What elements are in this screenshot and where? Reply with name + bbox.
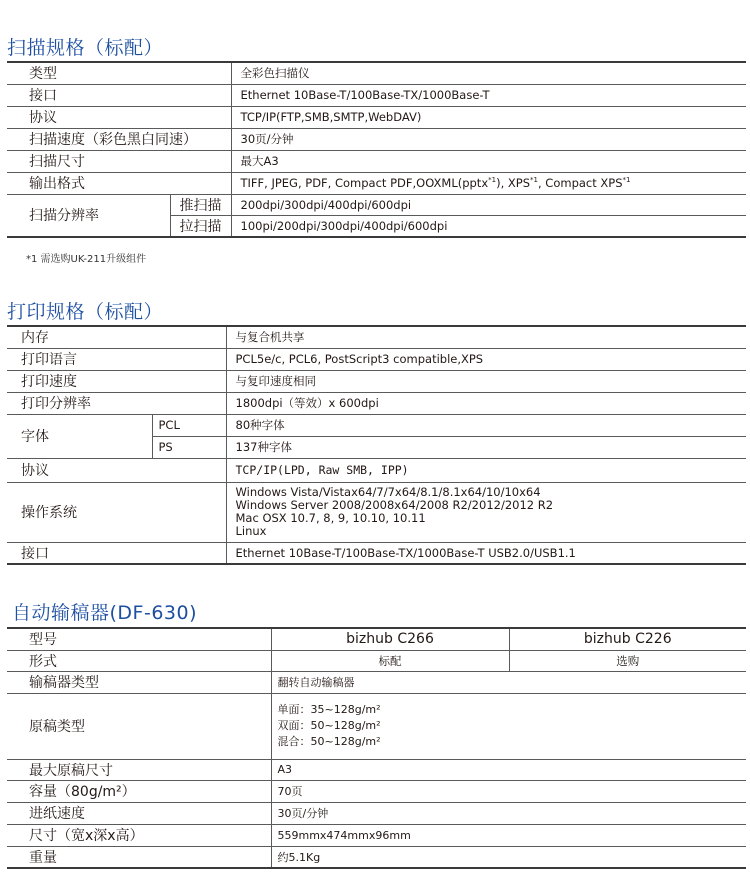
table-row — [7, 671, 746, 693]
table-row — [7, 194, 746, 215]
table-row — [7, 759, 746, 780]
df-section-title: 自动输稿器(DF-630) — [12, 602, 198, 624]
row-label: 协议 — [7, 106, 231, 128]
scan-footnote: *1 需选购UK-211升级组件 — [26, 254, 147, 265]
original-line: 混合：50~128g/m² — [277, 735, 381, 748]
row-value: 约5.1Kg — [271, 846, 746, 868]
row-value: PCL5e/c, PCL6, PostScript3 compatible,XPS — [226, 348, 746, 370]
table-row — [7, 458, 746, 482]
row-value: 与复印速度相同 — [226, 370, 746, 392]
table-row — [7, 150, 746, 172]
row-label: 最大原稿尺寸 — [7, 759, 271, 780]
row-value: Ethernet 10Base-T/100Base-TX/1000Base-T — [231, 84, 746, 106]
row-label: 型号 — [29, 632, 57, 649]
row-label: 内存 — [21, 330, 49, 347]
row-label: 接口 — [7, 542, 226, 564]
row-value: 全彩色扫描仪 — [231, 62, 746, 84]
row-label: 进纸速度 — [7, 802, 271, 824]
row-label: 扫描分辨率 — [7, 194, 170, 237]
table-row — [7, 780, 746, 802]
row-label: 打印速度 — [7, 370, 226, 392]
model-c226: bizhub C226 — [509, 628, 746, 650]
pcl-value: 80种字体 — [226, 414, 746, 436]
row-value: 与复合机共享 — [226, 326, 746, 348]
row-value: 1800dpi（等效）x 600dpi — [226, 392, 746, 414]
row-label: 形式 — [7, 650, 271, 671]
row-label: 类型 — [29, 66, 57, 83]
row-label: 重量 — [7, 846, 271, 868]
table-row — [7, 542, 746, 564]
table-row — [7, 106, 746, 128]
table-row — [7, 824, 746, 846]
row-label: 扫描速度（彩色黑白同速） — [7, 128, 231, 150]
row-value: 559mmx474mmx96mm — [271, 824, 746, 846]
table-row — [7, 392, 746, 414]
os-line: Windows Vista/Vistax64/7/7x64/8.1/8.1x64/10/10x64 — [235, 485, 541, 499]
print-spec-table — [7, 325, 746, 565]
original-type-list — [271, 693, 746, 759]
ps-value: 137种字体 — [226, 436, 746, 458]
table-row — [7, 650, 746, 671]
table-row — [7, 846, 746, 868]
row-label: 协议 — [7, 458, 226, 482]
row-value: 70页 — [271, 780, 746, 802]
row-value: 30页/分钟 — [271, 802, 746, 824]
original-line: 单面：35~128g/m² — [277, 703, 381, 716]
form-c266: 标配 — [271, 650, 509, 671]
row-label: 字体 — [7, 414, 152, 458]
row-label: 打印语言 — [7, 348, 226, 370]
df-spec-table — [7, 627, 746, 869]
table-row — [7, 693, 746, 759]
row-value: 翻转自动输稿器 — [271, 671, 746, 693]
row-label: 容量（80g/m²） — [7, 780, 271, 802]
row-label: 打印分辨率 — [7, 392, 226, 414]
table-row — [7, 348, 746, 370]
table-row — [7, 482, 746, 542]
form-c226: 选购 — [509, 650, 746, 671]
row-label: 输稿器类型 — [7, 671, 271, 693]
ps-label: PS — [152, 436, 226, 458]
original-line: 双面：50~128g/m² — [277, 719, 381, 732]
row-label: 原稿类型 — [7, 693, 271, 759]
row-value: 30页/分钟 — [231, 128, 746, 150]
row-label: 尺寸（宽x深x高） — [7, 824, 271, 846]
row-value: TCP/IP(LPD, Raw SMB, IPP) — [226, 458, 746, 482]
os-list — [226, 482, 746, 542]
print-section-title: 打印规格（标配） — [7, 301, 164, 323]
table-row — [7, 370, 746, 392]
row-label: 输出格式 — [7, 172, 231, 194]
table-row — [7, 802, 746, 824]
pull-scan-label: 拉扫描 — [170, 215, 231, 237]
scan-section-title: 扫描规格（标配） — [7, 37, 164, 59]
row-value: 最大A3 — [231, 150, 746, 172]
model-c266: bizhub C266 — [271, 628, 509, 650]
push-scan-value: 200dpi/300dpi/400dpi/600dpi — [231, 194, 746, 215]
row-value: TCP/IP(FTP,SMB,SMTP,WebDAV) — [231, 106, 746, 128]
row-label: 操作系统 — [7, 482, 226, 542]
os-line: Mac OSX 10.7, 8, 9, 10.10, 10.11 — [235, 511, 426, 525]
output-format-value: TIFF, JPEG, PDF, Compact PDF,OOXML(pptx$^{*1}$), XPS$^{*1}$, Compact XPS$^{*1}$ — [231, 172, 746, 194]
table-row — [7, 172, 746, 194]
row-value: Ethernet 10Base-T/100Base-TX/1000Base-T USB2.0/USB1.1 — [226, 542, 746, 564]
table-row — [7, 414, 746, 436]
os-line: Linux — [235, 524, 267, 538]
pcl-label: PCL — [152, 414, 226, 436]
row-label: 接口 — [7, 84, 231, 106]
table-row — [7, 62, 746, 84]
row-value: A3 — [271, 759, 746, 780]
os-line: Windows Server 2008/2008x64/2008 R2/2012/2012 R2 — [235, 498, 554, 512]
push-scan-label: 推扫描 — [170, 194, 231, 215]
table-row — [7, 628, 746, 650]
pull-scan-value: 100pi/200dpi/300dpi/400dpi/600dpi — [231, 215, 746, 237]
scan-spec-table — [7, 61, 746, 238]
table-row — [7, 128, 746, 150]
row-label: 扫描尺寸 — [7, 150, 231, 172]
table-row — [7, 84, 746, 106]
table-row — [7, 326, 746, 348]
